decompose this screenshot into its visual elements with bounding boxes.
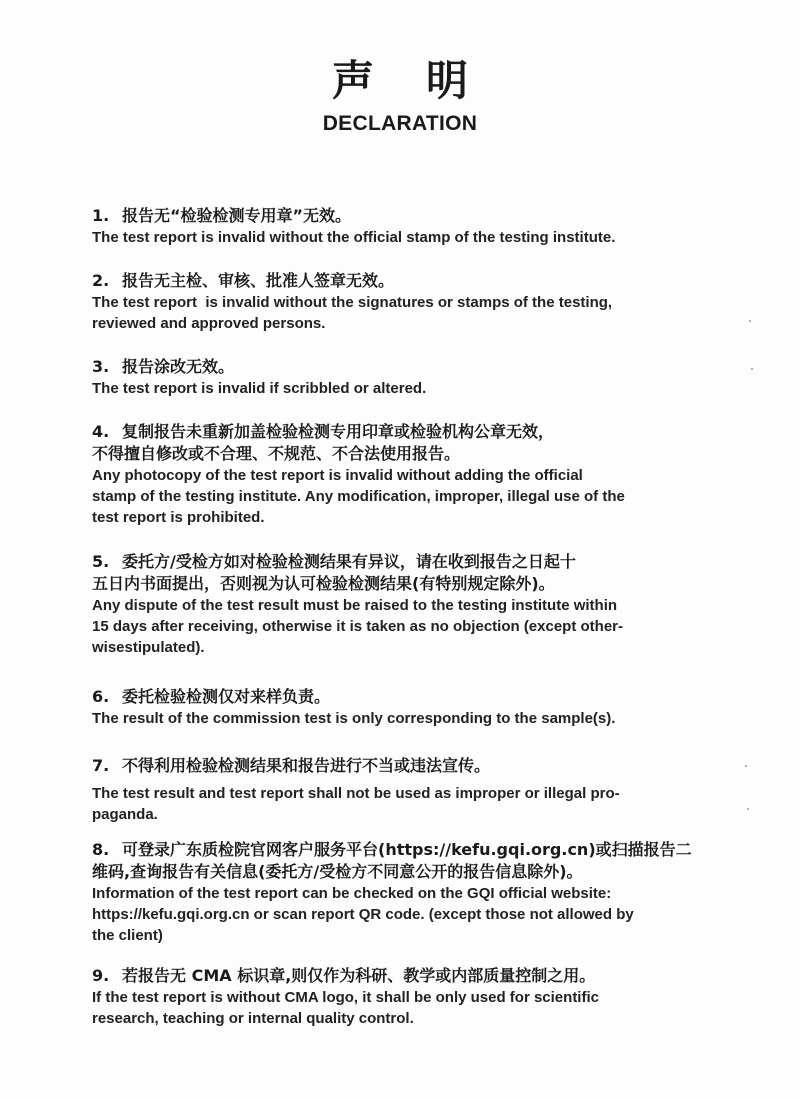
item-english-text: The test report is invalid if scribbled or altered. xyxy=(92,380,427,397)
item-chinese-body: 可登录广东质检院官网客户服务平台(https://kefu.gqi.org.cn)或扫描报告二 维码,查询报告有关信息(委托方/受检方不同意公开的报告信息除外)。 xyxy=(92,840,692,881)
item-chinese-body: 委托检验检测仅对来样负责。 xyxy=(122,687,331,706)
item-number: 3. xyxy=(92,357,110,376)
page-title-chinese: 声明 xyxy=(331,56,520,105)
item-chinese-text xyxy=(92,421,702,465)
scan-speck xyxy=(749,320,751,322)
item-number: 7. xyxy=(92,756,110,775)
declaration-item-9 xyxy=(92,965,702,1029)
item-number: 8. xyxy=(92,840,110,859)
item-english-text: The test result and test report shall not be used as improper or illegal pro- paganda. xyxy=(92,785,620,823)
declaration-item-7 xyxy=(92,755,702,825)
item-chinese-text xyxy=(92,205,702,227)
item-english-text: If the test report is without CMA logo, it shall be only used for scientific research, teaching or internal quality control. xyxy=(92,989,599,1027)
item-chinese-text xyxy=(92,270,702,292)
declaration-item-4 xyxy=(92,421,702,528)
item-number: 2. xyxy=(92,271,110,290)
item-english-text: The result of the commission test is only corresponding to the sample(s). xyxy=(92,710,616,727)
declaration-item-3 xyxy=(92,356,702,399)
page-title-english: DECLARATION xyxy=(322,112,478,135)
scan-speck xyxy=(747,808,749,810)
declaration-item-5 xyxy=(92,551,702,658)
item-number: 1. xyxy=(92,206,110,225)
item-chinese-text xyxy=(92,356,702,378)
item-number: 5. xyxy=(92,552,110,571)
declaration-item-1 xyxy=(92,205,702,248)
item-chinese-body: 不得利用检验检测结果和报告进行不当或违法宣传。 xyxy=(122,756,491,775)
item-english-text: The test report is invalid without the signatures or stamps of the testing, reviewed and approved persons. xyxy=(92,294,613,332)
item-english-text: Information of the test report can be checked on the GQI official website: https://kefu.gqi.org.cn or scan report QR code. (except those not allowed by the client) xyxy=(92,885,634,944)
item-chinese-text xyxy=(92,755,702,777)
item-number: 4. xyxy=(92,422,110,441)
item-chinese-body: 报告无“检验检测专用章”无效。 xyxy=(122,206,352,225)
scan-speck xyxy=(745,765,747,767)
declaration-item-8 xyxy=(92,839,702,946)
item-number: 9. xyxy=(92,966,110,985)
item-chinese-body: 报告无主检、审核、批准人签章无效。 xyxy=(122,271,395,290)
item-chinese-body: 复制报告未重新加盖检验检测专用印章或检验机构公章无效， 不得擅自修改或不合理、不规范、不合法使用报告。 xyxy=(92,422,555,463)
item-english-text: The test report is invalid without the official stamp of the testing institute. xyxy=(92,229,616,246)
declaration-item-6 xyxy=(92,686,702,729)
item-english-text: Any photocopy of the test report is invalid without adding the official stamp of the testing institute. Any modification, improper, illegal use of the test report is prohibited. xyxy=(92,467,625,526)
declaration-item-2 xyxy=(92,270,702,334)
item-chinese-text xyxy=(92,839,702,883)
item-chinese-text xyxy=(92,965,702,987)
item-chinese-body: 委托方/受检方如对检验检测结果有异议，请在收到报告之日起十 五日内书面提出，否则视为认可检验检测结果(有特别规定除外)。 xyxy=(92,552,576,593)
item-english-text: Any dispute of the test result must be raised to the testing institute within 15 days after receiving, otherwise it is taken as no objection (except other- wisestipulated). xyxy=(92,597,623,656)
item-number: 6. xyxy=(92,687,110,706)
scan-speck xyxy=(751,368,753,370)
item-chinese-text xyxy=(92,686,702,708)
item-chinese-body: 若报告无 CMA 标识章,则仅作为科研、教学或内部质量控制之用。 xyxy=(122,966,596,985)
item-chinese-text xyxy=(92,551,702,595)
item-chinese-body: 报告涂改无效。 xyxy=(122,357,235,376)
